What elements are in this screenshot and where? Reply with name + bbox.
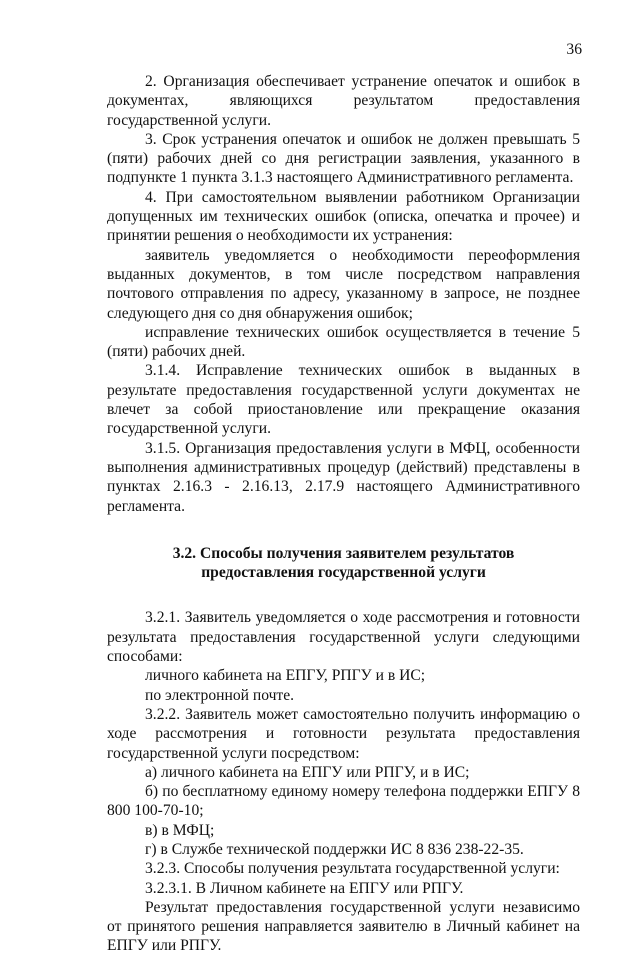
list-item-b: б) по бесплатному единому номеру телефона поддержки ЕПГУ 8 800 100-70-10; [107, 783, 580, 820]
paragraph-3-1-5: 3.1.5. Организация предоставления услуги в МФЦ, особенности выполнения административных процедур (действий) представлены в пунктах 2.16.3 - 2.16.13, 2.17.9 настоящего Административного регламента. [107, 439, 580, 515]
paragraph-result: Результат предоставления государственной услуги независимо от принятого решения направляется заявителю в Личный кабинет на ЕПГУ или РПГУ. [107, 898, 580, 955]
paragraph-notification: заявитель уведомляется о необходимости переоформления выданных документов, в том числе посредством направления почтового отправления по адресу, указанному в запросе, не позднее следующего дня со дня обнаружения ошибок; [107, 246, 580, 322]
section-heading-3-2: 3.2. Способы получения заявителем результатов предоставления государственной услуги [172, 544, 515, 582]
paragraph-item-3: 3. Срок устранения опечаток и ошибок не должен превышать 5 (пяти) рабочих дней со дня регистрации заявления, указанного в подпункте 1 пункта 3.1.3 настоящего Административного регламента. [107, 130, 580, 187]
paragraph-item-4: 4. При самостоятельном выявлении работником Организации допущенных им технических ошибок (описка, опечатка и прочее) и принятии решения о необходимости их устранения: [107, 188, 580, 245]
list-item-a: а) личного кабинета на ЕПГУ или РПГУ, и в ИС; [145, 763, 470, 781]
list-item-c: в) в МФЦ; [145, 821, 215, 839]
paragraph-3-2-3-1: 3.2.3.1. В Личном кабинете на ЕПГУ или РПГУ. [145, 879, 464, 897]
list-item-d: г) в Службе технической поддержки ИС 8 836 238-22-35. [145, 840, 524, 858]
section-3-2-body [107, 608, 580, 955]
document-body [107, 72, 580, 956]
paragraph-3-2-3: 3.2.3. Способы получения результата государственной услуги: [145, 860, 560, 878]
list-item-personal-cabinet: личного кабинета на ЕПГУ, РПГУ и в ИС; [145, 667, 426, 685]
list-item-email: по электронной почте. [145, 686, 295, 704]
paragraph-correction: исправление технических ошибок осуществляется в течение 5 (пяти) рабочих дней. [107, 323, 580, 361]
page-number: 36 [566, 41, 582, 58]
paragraph-3-2-1: 3.2.1. Заявитель уведомляется о ходе рассмотрения и готовности результата предоставления государственной услуги следующими способами: [107, 609, 580, 666]
document-page [107, 40, 580, 956]
paragraph-3-1-4: 3.1.4. Исправление технических ошибок в выданных в результате предоставления государственной услуги документах не влечет за собой приостановление или прекращение оказания государственной услуги. [107, 362, 580, 438]
paragraph-item-2: 2. Организация обеспечивает устранение опечаток и ошибок в документах, являющихся результатом предоставления государственной услуги. [107, 73, 580, 129]
paragraph-3-2-2: 3.2.2. Заявитель может самостоятельно получить информацию о ходе рассмотрения и готовности результата предоставления государственной услуги посредством: [107, 705, 580, 762]
